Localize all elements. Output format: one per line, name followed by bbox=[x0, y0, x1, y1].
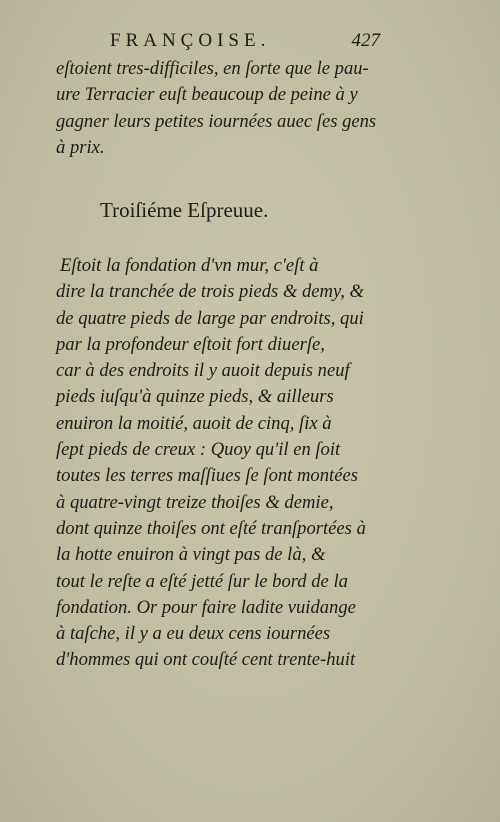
running-head-title: FRANÇOISE. bbox=[110, 30, 271, 51]
text-line: tout le reſte a eſté jetté ſur le bord de la bbox=[56, 570, 348, 592]
text-line: dont quinze thoiſes ont eſté tranſportées à bbox=[56, 517, 366, 539]
text-line: à quatre-vingt treize thoiſes & demie, bbox=[56, 491, 334, 513]
text-line: toutes les terres maſſiues ſe ſont montées bbox=[56, 465, 358, 487]
text-line: de quatre pieds de large par endroits, qui bbox=[56, 307, 364, 329]
text-line: ſept pieds de creux : Quoy qu'il en ſoit bbox=[56, 439, 341, 461]
text-line: à prix. bbox=[56, 136, 105, 158]
text-line: d'hommes qui ont couſté cent trente-huit bbox=[56, 649, 356, 671]
text-line: fondation. Or pour faire ladite vuidange bbox=[56, 596, 356, 618]
text-line: la hotte enuiron à vingt pas de là, & bbox=[56, 544, 326, 566]
text-line: à taſche, il y a eu deux cens iournées bbox=[56, 623, 331, 645]
text-line: enuiron la moitié, auoit de cinq, ſix à bbox=[56, 412, 332, 434]
main-paragraph bbox=[56, 253, 386, 674]
text-line: eſtoient tres-difficiles, en ſorte que le pau- bbox=[56, 58, 369, 79]
text-line: car à des endroits il y auoit depuis neuf bbox=[56, 360, 350, 382]
text-line: par la profondeur eſtoit fort diuerſe, bbox=[56, 333, 325, 355]
section-heading: Troiſiéme Eſpreuue. bbox=[100, 198, 269, 222]
text-line: Eſtoit la fondation d'vn mur, c'eſt à bbox=[60, 255, 319, 276]
text-line: ure Terracier euſt beaucoup de peine à y bbox=[56, 84, 358, 106]
text-line: gagner leurs petites iournées auec ſes gens bbox=[56, 110, 377, 132]
continued-paragraph bbox=[56, 56, 386, 161]
text-line: pieds iuſqu'à quinze pieds, & ailleurs bbox=[56, 386, 334, 408]
text-line: dire la tranchée de trois pieds & demy, & bbox=[56, 281, 364, 303]
page-number: 427 bbox=[351, 30, 380, 51]
